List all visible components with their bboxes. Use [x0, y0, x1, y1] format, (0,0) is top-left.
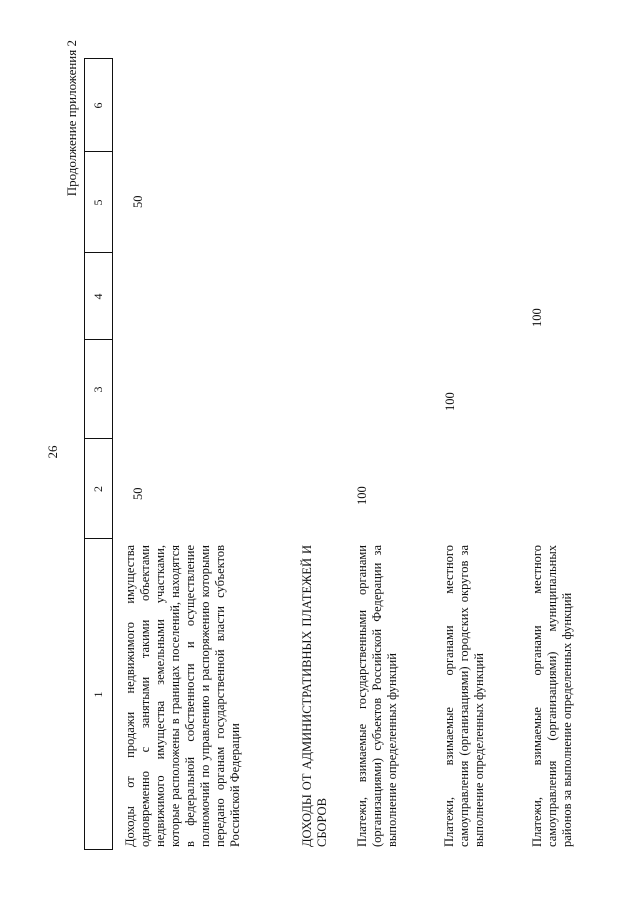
header-bottom-rule	[112, 58, 113, 850]
column-number-6: 6	[91, 102, 105, 109]
table-row-3-description: Платежи, взимаемые государственными органами (организациями) субъектов Российской Федерации за выполнение определенных функций	[355, 545, 399, 847]
appendix-caption: Продолжение приложения 2	[64, 40, 79, 197]
column-number-3: 3	[91, 386, 105, 393]
column-number-5: 5	[91, 199, 105, 206]
table-top-rule	[84, 58, 85, 850]
table-row-4-description: Платежи, взимаемые органами местного самоуправления (организациями) городских округов за выполнение определенных функций	[442, 545, 486, 847]
table-row-2-description: ДОХОДЫ ОТ АДМИНИСТРАТИВНЫХ ПЛАТЕЖЕЙ И СБОРОВ	[300, 545, 329, 847]
column-number-1: 1	[91, 691, 105, 698]
table-row-1-col5: 50	[131, 195, 145, 208]
column-number-2: 2	[91, 486, 105, 492]
table-row-4-col3: 100	[443, 392, 457, 411]
page-number: 26	[45, 445, 60, 459]
table-row-5-col4: 100	[530, 308, 544, 327]
table-row-3-col2: 100	[355, 486, 369, 505]
table-row-5-description: Платежи, взимаемые органами местного самоуправления (организациями) муниципальных районов за выполнение определенных функций	[530, 545, 574, 847]
table-row-1-col2: 50	[131, 487, 145, 500]
column-number-4: 4	[91, 293, 105, 300]
table-row-1-description: Доходы от продажи недвижимого имущества одновременно с занятыми такими объектами недвижимого имущества земельными участками, которые расположены в границах поселений, находятся в федеральной собственности и осуществление полномочий по управлению и распоряжению которыми передано органам государственной власти субъектов Российской Федерации	[123, 545, 242, 847]
